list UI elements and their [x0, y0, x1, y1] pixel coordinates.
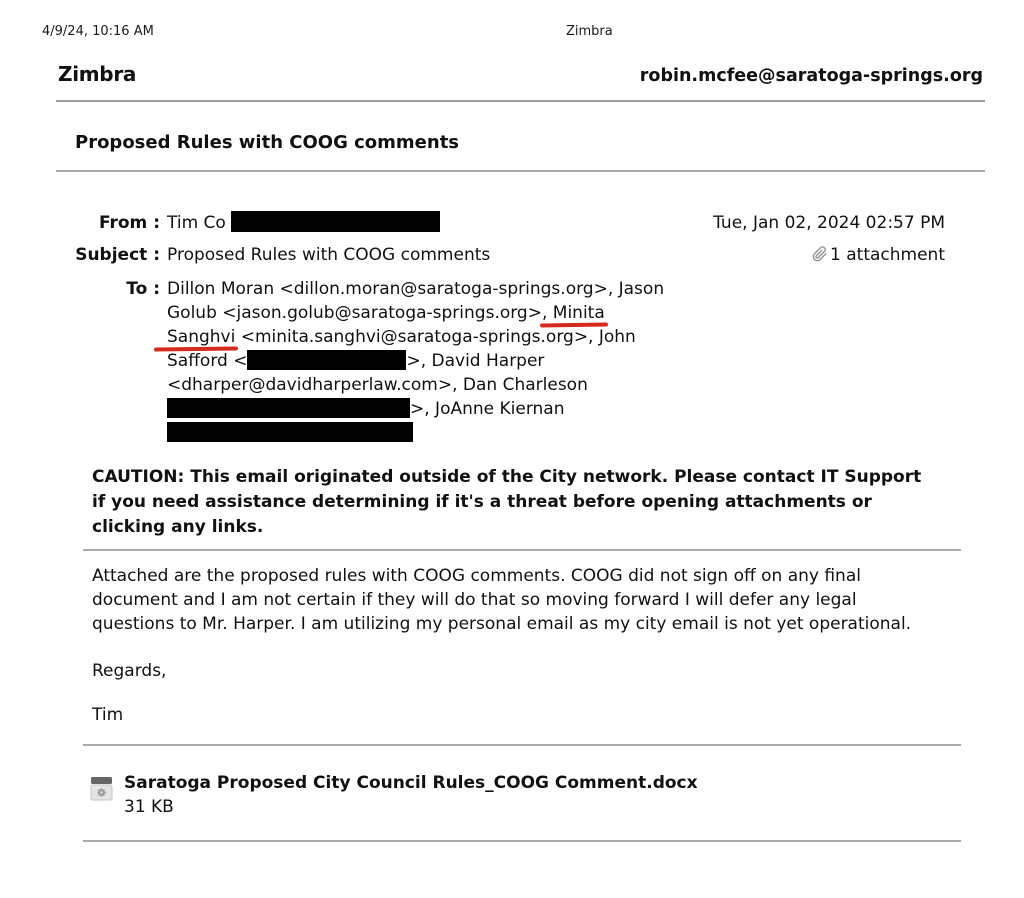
to-row	[56, 277, 945, 445]
to-recipient-text: >, David Harper	[406, 351, 545, 371]
to-recipient-text: >, JoAnne Kiernan	[410, 399, 565, 419]
caution-banner: CAUTION: This email originated outside of the City network. Please contact IT Support if you need assistance determining if it's a threat before opening attachments or clicking any links.	[92, 467, 922, 537]
divider	[83, 549, 961, 551]
to-recipient-line	[167, 301, 945, 325]
divider	[83, 744, 961, 746]
print-timestamp: 4/9/24, 10:16 AM	[42, 24, 154, 39]
account-email: robin.mcfee@saratoga-springs.org	[639, 66, 983, 86]
attachment-size: 31 KB	[124, 797, 174, 817]
attachment-count-label: 1 attachment	[830, 245, 945, 265]
attachment-count	[812, 243, 945, 269]
red-underline-annotation: Minita	[552, 303, 605, 323]
message-body: Attached are the proposed rules with COOG comments. COOG did not sign off on any final document and I am not certain if they will do that so moving forward I will defer any legal questions to Mr. Harper. I am utilizing my personal email as my city email is not yet operational.	[92, 566, 912, 634]
divider	[83, 840, 961, 842]
to-recipient-line	[167, 349, 945, 373]
redacted-text	[247, 350, 406, 370]
signature-text: Tim	[92, 705, 124, 725]
print-page-title: Zimbra	[566, 24, 613, 39]
redacted-text	[231, 211, 440, 232]
docx-file-icon	[90, 774, 113, 805]
from-row	[56, 211, 945, 235]
to-recipient-text: Golub <jason.golub@saratoga-springs.org>,	[167, 303, 553, 323]
divider	[56, 170, 985, 172]
app-name: Zimbra	[58, 62, 137, 86]
to-recipient-line	[167, 325, 945, 349]
subject-label: Subject :	[75, 245, 160, 265]
to-recipients	[167, 277, 945, 445]
message-meta	[56, 211, 945, 445]
from-value	[167, 211, 713, 235]
redacted-text	[167, 422, 413, 442]
attachment-filename[interactable]: Saratoga Proposed City Council Rules_COOG Comment.docx	[124, 773, 698, 793]
email-page	[56, 62, 985, 842]
to-recipient-line	[167, 373, 945, 397]
message-date: Tue, Jan 02, 2024 02:57 PM	[713, 213, 945, 233]
to-label: To :	[126, 279, 160, 299]
to-recipient-text: <minita.sanghvi@saratoga-springs.org>, John	[235, 327, 636, 347]
from-name: Tim Co	[167, 213, 226, 233]
attachment-info	[124, 773, 698, 819]
to-recipient-line	[167, 277, 945, 301]
page-title: Proposed Rules with COOG comments	[75, 132, 460, 153]
attachment-item[interactable]	[90, 773, 985, 819]
to-recipient-text: Dillon Moran <dillon.moran@saratoga-springs.org>, Jason	[167, 279, 665, 299]
paperclip-icon	[812, 245, 828, 269]
to-recipient-text: Safford <	[167, 351, 248, 371]
redacted-text	[167, 398, 410, 418]
subject-row	[56, 243, 945, 269]
from-label: From :	[98, 213, 160, 233]
subject-value: Proposed Rules with COOG comments	[167, 245, 491, 265]
red-underline-annotation: Sanghvi	[167, 327, 236, 347]
to-recipient-line	[167, 397, 945, 421]
closing-text: Regards,	[92, 661, 167, 681]
to-recipient-text: <dharper@davidharperlaw.com>, Dan Charleson	[167, 375, 588, 395]
webmail-header	[56, 62, 985, 102]
to-recipient-line	[167, 421, 945, 445]
